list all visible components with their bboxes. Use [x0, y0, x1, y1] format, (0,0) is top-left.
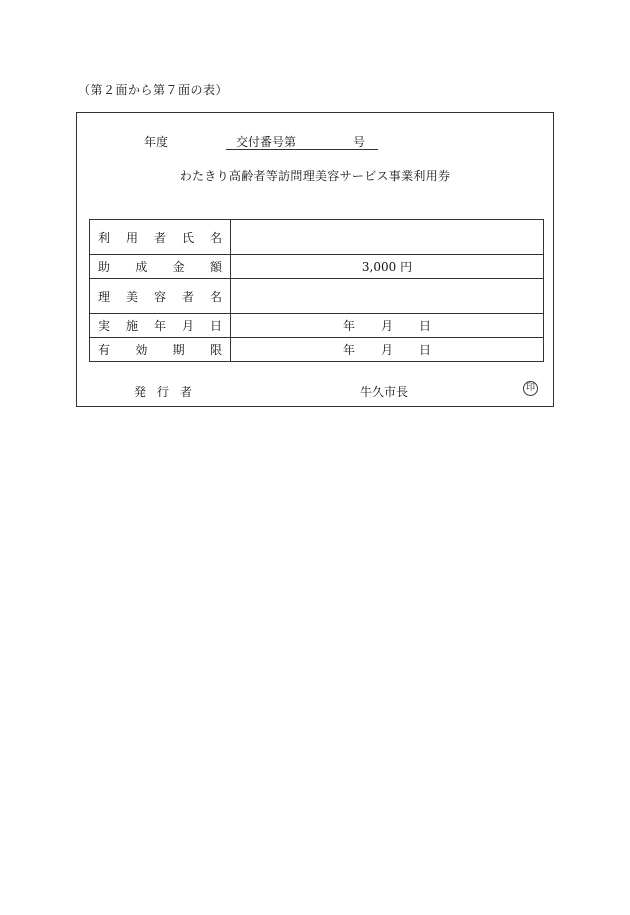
- label-char: 効: [135, 343, 148, 357]
- label-char: 年: [153, 319, 166, 333]
- issue-number-label: 交付番号第: [236, 135, 297, 149]
- issuer-name: 牛久市長: [360, 385, 409, 399]
- label-char: 容: [153, 289, 166, 304]
- table-row: [90, 279, 544, 314]
- label-char: 用: [125, 230, 138, 245]
- label-char: 者: [153, 230, 166, 245]
- date-year: 年: [342, 343, 355, 357]
- page-caption: （第２面から第７面の表）: [78, 83, 229, 97]
- label-char: 者: [179, 385, 192, 399]
- table-row: [90, 338, 544, 362]
- label-char: 施: [125, 319, 138, 333]
- label-char: 氏: [181, 230, 194, 245]
- label-char: 発: [134, 385, 147, 399]
- label-char: 者: [181, 289, 194, 304]
- label-char: 日: [209, 319, 222, 333]
- label-char: 名: [209, 230, 222, 245]
- ticket-title: わたきり高齢者等訪問理美容サービス事業利用券: [179, 169, 451, 183]
- label-char: 有: [98, 343, 111, 357]
- label-text: [98, 258, 222, 275]
- table-row: [90, 220, 544, 255]
- issue-number: [226, 133, 378, 150]
- label-text: [98, 341, 222, 358]
- issue-number-suffix: 号: [353, 135, 366, 149]
- stylist-name-value: [231, 279, 544, 314]
- label-char: 月: [181, 319, 194, 333]
- date-month: 月: [380, 319, 393, 333]
- row-label: [90, 279, 231, 314]
- label-char: 限: [209, 343, 222, 357]
- label-text: [98, 317, 222, 334]
- label-char: 期: [172, 343, 185, 357]
- label-text: [98, 288, 222, 305]
- date-year: 年: [342, 319, 355, 333]
- table-row: [90, 255, 544, 279]
- label-char: 助: [98, 260, 111, 274]
- row-label: [90, 220, 231, 255]
- label-char: 額: [209, 260, 222, 274]
- label-char: 行: [156, 385, 169, 399]
- user-name-value: [231, 220, 544, 255]
- service-date-value: [231, 314, 544, 338]
- ticket-info-table: [89, 219, 544, 362]
- label-char: 名: [209, 289, 222, 304]
- date-day: 日: [419, 319, 432, 333]
- table-row: [90, 314, 544, 338]
- label-char: 実: [98, 319, 111, 333]
- label-char: 利: [98, 230, 111, 245]
- subsidy-amount-value: 3,000 円: [231, 255, 544, 279]
- fiscal-year-label: 年度: [144, 135, 169, 149]
- label-text: [98, 229, 222, 246]
- expiry-date-value: [231, 338, 544, 362]
- seal-stamp: 印: [523, 381, 538, 396]
- usage-ticket: [76, 112, 554, 407]
- row-label: [90, 314, 231, 338]
- date-month: 月: [380, 343, 393, 357]
- label-char: 理: [98, 289, 111, 304]
- label-char: 美: [125, 289, 138, 304]
- label-char: 成: [135, 260, 148, 274]
- issuer-label: [134, 383, 192, 400]
- date-day: 日: [419, 343, 432, 357]
- label-char: 金: [172, 260, 185, 274]
- row-label: [90, 255, 231, 279]
- row-label: [90, 338, 231, 362]
